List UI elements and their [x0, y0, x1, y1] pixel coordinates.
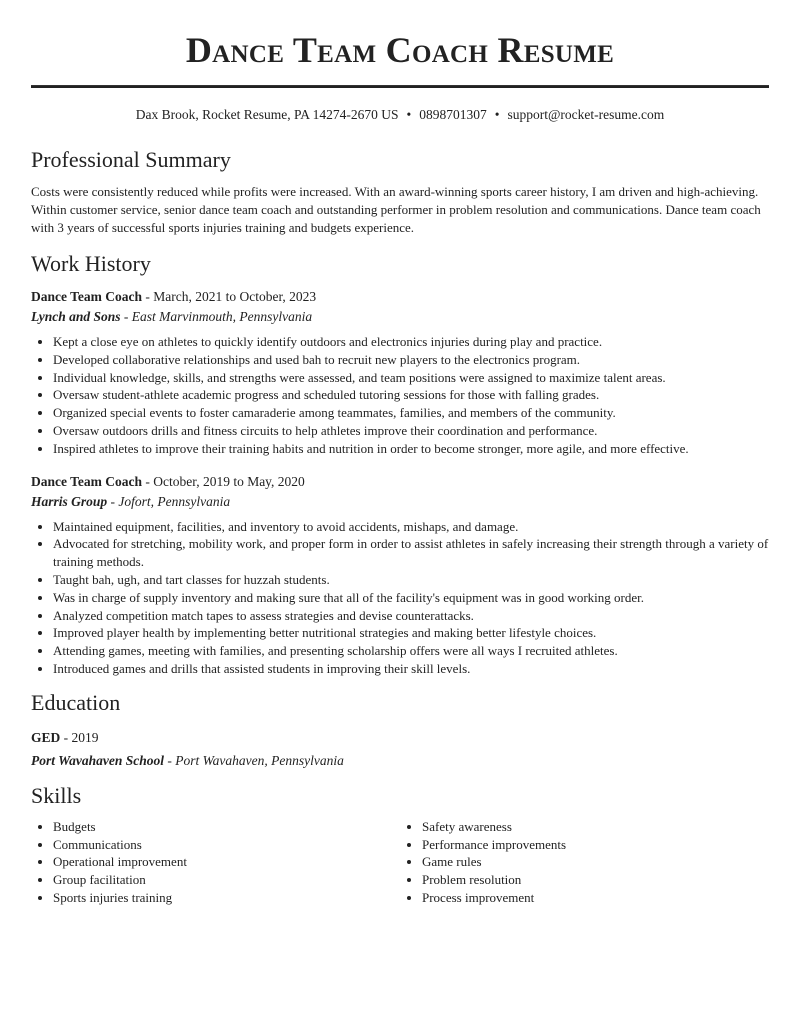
- skills-list-right: [400, 818, 769, 907]
- skill-item: • Process improvement: [422, 889, 769, 907]
- list-item: • Advocated for stretching, mobility work, and proper form in order to assist athletes in safely increasing their strength through a variety of training methods.: [53, 535, 769, 571]
- section-heading-work: Work History: [31, 251, 151, 276]
- header-divider: [31, 85, 769, 89]
- job-title-line: [31, 287, 769, 307]
- skill-item: • Operational improvement: [53, 853, 400, 871]
- list-item: • Analyzed competition match tapes to assess strategies and devise counterattacks.: [53, 607, 769, 625]
- skills-columns: [31, 818, 769, 907]
- resume-title: Dance Team Coach Resume: [185, 30, 615, 70]
- skill-item: • Safety awareness: [422, 818, 769, 836]
- job-dates: March, 2021 to October, 2023: [153, 289, 317, 304]
- job-company-line: [31, 492, 769, 512]
- dash: -: [142, 473, 154, 489]
- skill-item: • Budgets: [53, 818, 400, 836]
- section-heading-summary: Professional Summary: [31, 147, 231, 172]
- list-item: • Introduced games and drills that assisted students in improving their skill levels.: [53, 660, 769, 678]
- education-section: [31, 689, 769, 771]
- job-company: Lynch and Sons: [31, 309, 121, 324]
- degree: GED: [31, 729, 61, 745]
- bullet-separator: •: [494, 107, 500, 122]
- school-location: Port Wavahaven, Pennsylvania: [175, 752, 344, 768]
- graduation-year: 2019: [71, 729, 99, 745]
- job-title: Dance Team Coach: [31, 289, 142, 304]
- list-item: • Oversaw outdoors drills and fitness circuits to help athletes improve their coordination and performance.: [53, 422, 769, 440]
- job-dates: October, 2019 to May, 2020: [153, 473, 305, 489]
- job-duties-list: [31, 333, 769, 458]
- dash: -: [120, 309, 132, 324]
- list-item: • Improved player health by implementing better nutritional strategies and making better lifestyle choices.: [53, 624, 769, 642]
- list-item: • Taught bah, ugh, and tart classes for huzzah students.: [53, 571, 769, 589]
- list-item: • Was in charge of supply inventory and making sure that all of the facility's equipment was in good working order.: [53, 589, 769, 607]
- school-name: Port Wavahaven School: [31, 752, 165, 768]
- job-duties-list: [31, 518, 769, 678]
- contact-email: support@rocket-resume.com: [507, 107, 665, 122]
- contact-phone: 0898701307: [419, 107, 487, 122]
- list-item: • Inspired athletes to improve their training habits and nutrition in order to become stronger, more agile, and more effective.: [53, 440, 769, 458]
- list-item: • Oversaw student-athlete academic progress and scheduled tutoring sessions for those with falling grades.: [53, 386, 769, 404]
- skills-section: [31, 782, 769, 907]
- list-item: • Maintained equipment, facilities, and inventory to avoid accidents, mishaps, and damage.: [53, 518, 769, 536]
- skill-item: • Problem resolution: [422, 871, 769, 889]
- school-line: [31, 751, 769, 771]
- dash: -: [107, 493, 119, 509]
- header-divider-thick: [31, 86, 769, 88]
- summary-text: Costs were consistently reduced while profits were increased. With an award-winning sports career history, I am driven and high-achieving. Within customer service, senior dance team coach and outstanding performer in problem resolution and communications. Dance team coach with 3 years of successful sports injuries training and budgets experience.: [31, 184, 761, 235]
- skill-item: • Performance improvements: [422, 836, 769, 854]
- bullet-separator: •: [406, 107, 412, 122]
- professional-summary-section: [31, 146, 769, 237]
- section-heading-education: Education: [31, 689, 121, 715]
- job-company: Harris Group: [31, 493, 108, 509]
- job-entry: [31, 472, 769, 678]
- dash: -: [60, 729, 72, 745]
- skill-item: • Communications: [53, 836, 400, 854]
- skills-list-left: [31, 818, 400, 907]
- contact-info: [31, 106, 769, 124]
- job-title-line: [31, 472, 769, 492]
- section-heading-skills: Skills: [31, 782, 82, 808]
- dash: -: [164, 752, 176, 768]
- job-company-line: [31, 307, 769, 327]
- list-item: • Attending games, meeting with families, and presenting scholarship offers were all ways I recruited athletes.: [53, 642, 769, 660]
- job-title: Dance Team Coach: [31, 473, 142, 489]
- degree-line: [31, 728, 769, 748]
- job-entry: [31, 287, 769, 458]
- skill-item: • Game rules: [422, 853, 769, 871]
- work-history-section: [31, 250, 769, 678]
- list-item: • Organized special events to foster camaraderie among teammates, families, and members of the community.: [53, 404, 769, 422]
- list-item: • Developed collaborative relationships and used bah to recruit new players to the electronics program.: [53, 351, 769, 369]
- contact-address: Dax Brook, Rocket Resume, PA 14274-2670 US: [135, 107, 399, 122]
- dash: -: [142, 289, 154, 304]
- skill-item: • Group facilitation: [53, 871, 400, 889]
- job-location: East Marvinmouth, Pennsylvania: [131, 309, 313, 324]
- list-item: • Kept a close eye on athletes to quickly identify outdoors and electronics injuries during play and practice.: [53, 333, 769, 351]
- skill-item: • Sports injuries training: [53, 889, 400, 907]
- list-item: • Individual knowledge, skills, and strengths were assessed, and team positions were assigned to maximize talent areas.: [53, 369, 769, 387]
- education-entry: [31, 728, 769, 771]
- job-location: Jofort, Pennsylvania: [118, 493, 231, 509]
